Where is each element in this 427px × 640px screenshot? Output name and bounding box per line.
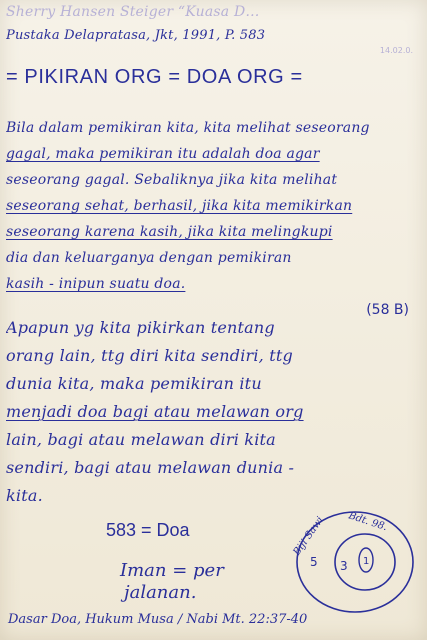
paragraph-line: kita. <box>6 486 43 505</box>
diagram-num-5: 5 <box>310 555 318 569</box>
paragraph-line: kasih - inipun suatu doa. <box>6 276 186 292</box>
diagram-num-1: 1 <box>363 556 370 567</box>
paragraph-line: Bila dalam pemikiran kita, kita melihat seseorang <box>6 120 370 136</box>
diagram-label-right: Bdt. 98. <box>347 510 389 534</box>
paragraph-line: sendiri, bagi atau melawan dunia - <box>6 458 295 477</box>
equation-583-doa: 583 = Doa <box>106 520 190 540</box>
paragraph-line: Apapun yg kita pikirkan tentang <box>6 318 275 337</box>
paragraph-line: seseorang karena kasih, jika kita melingkupi <box>6 224 333 240</box>
paragraph-line: seseorang sehat, berhasil, jika kita memikirkan <box>6 198 353 214</box>
footer-note: Dasar Doa, Hukum Musa / Nabi Mt. 22:37-40 <box>8 612 308 627</box>
paragraph-line: gagal, maka pemikiran itu adalah doa agar <box>6 146 320 162</box>
page-title: = PIKIRAN ORG = DOA ORG = <box>6 66 303 88</box>
paragraph-line: seseorang gagal. Sebaliknya jika kita melihat <box>6 172 338 188</box>
diagram-label-top: Biji Sawi <box>291 514 327 558</box>
equation-iman: Iman = per <box>120 560 224 581</box>
circle-diagram-svg <box>280 500 420 620</box>
mustard-seed-diagram <box>280 500 420 620</box>
margin-note-small: 14.02.0. <box>379 46 413 55</box>
paragraph-line: menjadi doa bagi atau melawan org <box>6 402 304 421</box>
paragraph-line: dunia kita, maka pemikiran itu <box>6 374 262 393</box>
paragraph-line: dia dan keluarganya dengan pemikiran <box>6 250 292 266</box>
author-line: Sherry Hansen Steiger “Kuasa D… <box>6 4 260 20</box>
publisher-line: Pustaka Delapratasa, Jkt, 1991, P. 583 <box>6 28 266 43</box>
paragraph-line: lain, bagi atau melawan diri kita <box>6 430 276 449</box>
equation-iman-cont: jalanan. <box>124 582 197 603</box>
reference-code: (58 B) <box>366 302 409 318</box>
paragraph-line: orang lain, ttg diri kita sendiri, ttg <box>6 346 293 365</box>
diagram-num-3: 3 <box>340 559 348 573</box>
